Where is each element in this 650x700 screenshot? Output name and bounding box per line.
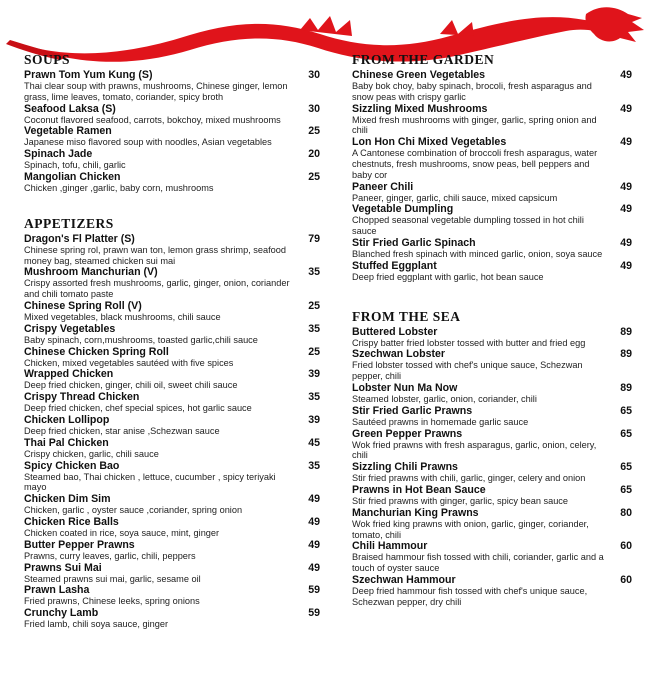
garden-section: [352, 52, 632, 283]
menu-item: [352, 69, 632, 103]
menu-item-name: Crispy Vegetables: [24, 322, 116, 335]
menu-item-description: Thai clear soup with prawns, mushrooms, Chinese ginger, lemon grass, lime leaves, tomato, coriander, spicy broth: [24, 81, 288, 102]
garden-items: [352, 69, 632, 283]
menu-item-name: Prawns Sui Mai: [24, 561, 102, 574]
menu-item-description: Chopped seasonal vegetable dumpling tossed in hot chili sauce: [352, 215, 584, 237]
menu-item-description: Prawns, curry leaves, garlic, chili, peppers: [24, 550, 196, 561]
menu-item-description: Stir fried prawns with ginger, garlic, spicy bean sauce: [352, 495, 569, 506]
appetizers-items: [24, 233, 320, 630]
menu-item-description: Blanched fresh spinach with minced garlic, onion, soya sauce: [352, 248, 603, 259]
menu-item: [24, 516, 320, 539]
menu-item-name: Stir Fried Garlic Spinach: [352, 236, 476, 249]
menu-item-name: Crispy Thread Chicken: [24, 391, 140, 404]
menu-item-description: Crispy chicken, garlic, chili sauce: [24, 448, 159, 459]
menu-item-description: Fried lamb, chili soya sauce, ginger: [24, 619, 169, 630]
menu-item-description: Mixed fresh mushrooms with ginger, garlic, spring onion and chili: [352, 114, 597, 136]
menu-item-name: Stir Fried Garlic Prawns: [352, 404, 473, 417]
menu-item-price: 25: [308, 299, 320, 312]
menu-item: [352, 260, 632, 283]
menu-item-name: Lon Hon Chi Mixed Vegetables: [352, 136, 507, 149]
menu-item-price: 35: [308, 459, 320, 472]
menu-item-price: 25: [308, 125, 320, 138]
menu-item: [24, 414, 320, 437]
section-title-garden: FROM THE GARDEN: [352, 52, 495, 67]
menu-item: [24, 300, 320, 323]
menu-item-price: 49: [308, 493, 320, 506]
menu-item-name: Mushroom Manchurian (V): [24, 266, 158, 279]
menu-item-price: 80: [620, 506, 632, 519]
menu-item-name: Chicken Rice Balls: [24, 515, 119, 528]
menu-item-name: Chicken Dim Sim: [24, 493, 111, 506]
menu-item-name: Stuffed Eggplant: [352, 259, 437, 272]
menu-item-description: Fried prawns, Chinese leeks, spring onions: [24, 596, 200, 607]
menu-item-name: Butter Pepper Prawns: [24, 538, 135, 551]
menu-item-description: Chicken coated in rice, soya sauce, mint, ginger: [24, 527, 220, 538]
menu-item-name: Szechwan Lobster: [352, 348, 446, 361]
menu-item-name: Dragon's Fl Platter (S): [24, 232, 135, 245]
appetizers-section: [24, 216, 320, 630]
menu-item-name: Chinese Spring Roll (V): [24, 299, 142, 312]
menu-item-price: 49: [308, 538, 320, 551]
menu-item: [24, 233, 320, 267]
menu-item-name: Spinach Jade: [24, 148, 93, 161]
menu-item-price: 49: [620, 102, 632, 115]
menu-item-price: 79: [308, 232, 320, 245]
menu-item-price: 35: [308, 266, 320, 279]
menu-item-price: 49: [620, 259, 632, 272]
dragon-head: [585, 7, 644, 42]
menu-item: [24, 103, 320, 126]
menu-item: [352, 237, 632, 260]
menu-item-name: Prawn Tom Yum Kung (S): [24, 69, 153, 81]
menu-item: [352, 461, 632, 484]
menu-item: [24, 493, 320, 516]
menu-item: [352, 181, 632, 204]
menu-item-price: 49: [620, 136, 632, 149]
menu-item-price: 25: [308, 170, 320, 183]
menu-item-name: Sizzling Mixed Mushrooms: [352, 102, 488, 115]
menu-item: [352, 136, 632, 180]
menu-item: [352, 103, 632, 137]
menu-item-price: 49: [308, 515, 320, 528]
menu-item: [24, 584, 320, 607]
menu-item-price: 30: [308, 69, 320, 81]
menu-item-description: Chicken, garlic , oyster sauce ,coriander, spring onion: [24, 505, 243, 516]
menu-item: [24, 539, 320, 562]
menu-item-name: Spicy Chicken Bao: [24, 459, 120, 472]
menu-item-description: Deep fried hammour fish tossed with chef's unique sauce, Schezwan pepper, dry chili: [352, 585, 588, 607]
menu-item-description: Deep fried chicken, chef special spices, hot garlic sauce: [24, 403, 252, 414]
menu-item-name: Vegetable Dumpling: [352, 203, 454, 216]
menu-item-description: A Cantonese combination of broccoli fresh asparagus, water chestnuts, fresh mushrooms, snow peas, bell peppers and baby cor: [352, 148, 598, 180]
menu-item-description: Chicken, mixed vegetables sautéed with five spices: [24, 357, 234, 368]
menu-item-price: 65: [620, 427, 632, 440]
menu-item-name: Sizzling Chili Prawns: [352, 461, 458, 474]
menu-item-price: 49: [620, 180, 632, 193]
sea-items: [352, 326, 632, 608]
menu-item-price: 60: [620, 540, 632, 553]
menu-item-price: 59: [308, 607, 320, 620]
menu-item: [24, 562, 320, 585]
section-title-appetizers: APPETIZERS: [24, 215, 114, 231]
menu-item-price: 49: [308, 561, 320, 574]
menu-item-name: Mangolian Chicken: [24, 170, 121, 183]
menu-item: [352, 428, 632, 462]
menu-item-description: Crispy batter fried lobster tossed with butter and fried egg: [352, 337, 586, 348]
menu-item: [352, 507, 632, 541]
menu-item-price: 49: [620, 69, 632, 81]
menu-item: [24, 346, 320, 369]
menu-item-name: Thai Pal Chicken: [24, 436, 109, 449]
menu-item-description: Baby bok choy, baby spinach, brocoli, fresh asparagus and snow peas with crispy garlic: [352, 81, 592, 102]
menu-item-price: 89: [620, 348, 632, 361]
menu-item: [352, 484, 632, 507]
menu-item: [24, 437, 320, 460]
soups-items: [24, 69, 320, 194]
menu-item-name: Prawn Lasha: [24, 584, 90, 597]
menu-item: [352, 203, 632, 237]
menu-item-price: 39: [308, 413, 320, 426]
menu-item-price: 49: [620, 236, 632, 249]
menu-item-name: Wrapped Chicken: [24, 368, 114, 381]
menu-item-name: Lobster Nun Ma Now: [352, 381, 458, 394]
menu-item: [352, 348, 632, 382]
menu-item-name: Vegetable Ramen: [24, 125, 112, 138]
menu-item: [24, 368, 320, 391]
dragon-mane: [300, 16, 474, 36]
menu-item-description: Chinese spring rol, prawn wan ton, lemon grass shrimp, seafood money bag, steamed chicken sui mai: [24, 244, 286, 266]
menu-item-description: Wok fried king prawns with onion, garlic, ginger, coriander, tomato, chili: [352, 518, 589, 540]
menu-item-price: 65: [620, 483, 632, 496]
sea-section: [352, 309, 632, 608]
menu-item-description: Coconut flavored seafood, carrots, bokchoy, mixed mushrooms: [24, 114, 281, 125]
menu-item-description: Spinach, tofu, chili, garlic: [24, 160, 126, 171]
menu-item-description: Steamed prawns sui mai, garlic, sesame oil: [24, 573, 201, 584]
menu-item-price: 89: [620, 381, 632, 394]
menu-item: [24, 391, 320, 414]
menu-item-name: Manchurian King Prawns: [352, 506, 479, 519]
menu-item-name: Paneer Chili: [352, 180, 414, 193]
menu-item-name: Chinese Green Vegetables: [352, 69, 486, 81]
menu-item-description: Deep fried chicken, star anise ,Schezwan sauce: [24, 425, 220, 436]
menu-item-description: Sautéed prawns in homemade garlic sauce: [352, 416, 529, 427]
menu-item-description: Baby spinach, corn,mushrooms, toasted garlic,chili sauce: [24, 334, 258, 345]
menu-item: [24, 148, 320, 171]
menu-item: [352, 540, 632, 574]
menu-item-name: Crunchy Lamb: [24, 607, 99, 620]
menu-item: [24, 607, 320, 630]
menu-item-description: Wok fried prawns with fresh asparagus, garlic, onion, celery, chili: [352, 439, 597, 461]
menu-item-description: Deep fried chicken, ginger, chili oil, sweet chili sauce: [24, 380, 238, 391]
menu-item: [352, 405, 632, 428]
menu-item-description: Steamed lobster, garlic, onion, coriander, chili: [352, 393, 537, 404]
menu-item-price: 45: [308, 436, 320, 449]
section-title-soups: SOUPS: [24, 52, 71, 67]
menu-item-price: 59: [308, 584, 320, 597]
menu-item-description: Stir fried prawns with chili, garlic, ginger, celery and onion: [352, 473, 586, 484]
menu-item-name: Prawns in Hot Bean Sauce: [352, 483, 486, 496]
menu-item-price: 30: [308, 102, 320, 115]
menu-item: [352, 574, 632, 608]
menu-item-price: 65: [620, 404, 632, 417]
soups-section: [24, 52, 320, 194]
menu-item-name: Chicken Lollipop: [24, 413, 110, 426]
menu-item-description: Japanese miso flavored soup with noodles, Asian vegetables: [24, 137, 272, 148]
menu-item: [24, 125, 320, 148]
menu-item-description: Deep fried eggplant with garlic, hot bean sauce: [352, 271, 544, 282]
menu-item-description: Fried lobster tossed with chef's unique sauce, Schezwan pepper, chili: [352, 360, 583, 382]
menu-item: [24, 266, 320, 300]
menu-item-description: Paneer, ginger, garlic, chili sauce, mixed capsicum: [352, 192, 558, 203]
menu-item-description: Steamed bao, Thai chicken , lettuce, cucumber , spicy teriyaki mayo: [24, 471, 276, 493]
menu-item-price: 89: [620, 325, 632, 338]
menu-item-name: Seafood Laksa (S): [24, 102, 116, 115]
menu-item-description: Chicken ,ginger ,garlic, baby corn, mushrooms: [24, 182, 214, 193]
menu-item: [352, 382, 632, 405]
menu-item-name: Szechwan Hammour: [352, 573, 456, 586]
menu-item-price: 35: [308, 391, 320, 404]
menu-item: [24, 69, 320, 103]
menu-item: [24, 460, 320, 494]
menu-item-price: 20: [308, 148, 320, 161]
menu-item-name: Green Pepper Prawns: [352, 427, 463, 440]
menu-item-price: 60: [620, 573, 632, 586]
menu-item: [24, 171, 320, 194]
left-column: [24, 52, 320, 652]
menu-item-price: 35: [308, 322, 320, 335]
menu-item: [352, 326, 632, 349]
menu-item-description: Mixed vegetables, black mushrooms, chili sauce: [24, 311, 221, 322]
menu-item-price: 25: [308, 345, 320, 358]
menu-item-description: Crispy assorted fresh mushrooms, garlic, ginger, onion, coriander and chili tomato paste: [24, 278, 290, 300]
menu-item-description: Braised hammour fish tossed with chili, coriander, garlic and a touch of oyster sauce: [352, 552, 604, 574]
menu-item-price: 49: [620, 203, 632, 216]
menu-item-name: Chinese Chicken Spring Roll: [24, 345, 169, 358]
section-title-sea: FROM THE SEA: [352, 308, 461, 324]
right-column: [352, 52, 632, 634]
menu-item: [24, 323, 320, 346]
menu-item-price: 39: [308, 368, 320, 381]
menu-item-price: 65: [620, 461, 632, 474]
menu-item-name: Buttered Lobster: [352, 325, 438, 338]
menu-item-name: Chili Hammour: [352, 540, 428, 553]
